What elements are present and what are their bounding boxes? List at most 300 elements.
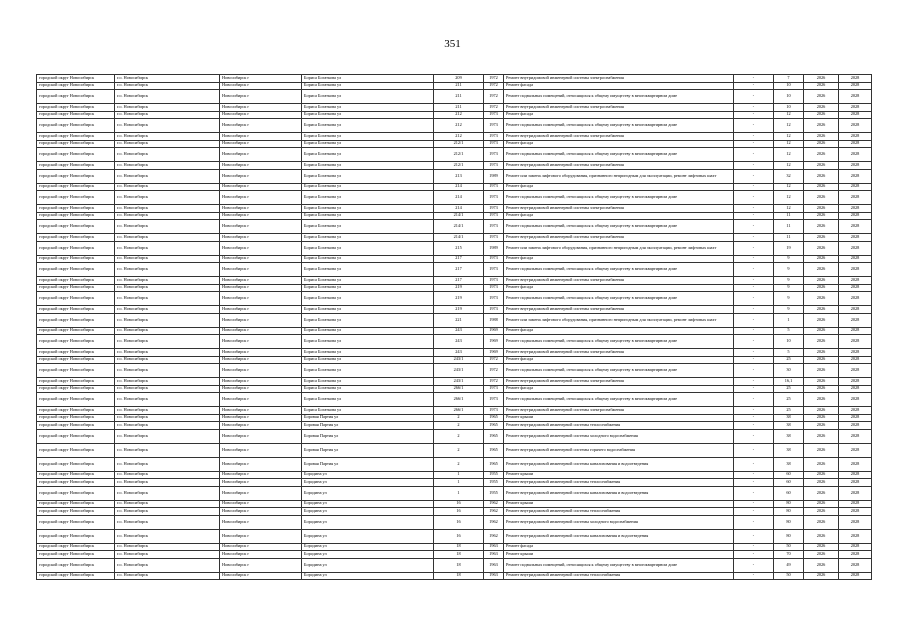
cell-street: Бориса Богаткова ул [302, 104, 434, 112]
cell-house: 18 [434, 543, 484, 551]
cell-cost: 12 [774, 140, 804, 148]
cell-street: Бориса Богаткова ул [302, 191, 434, 205]
cell-settlement: г.о. Новосибирск [115, 162, 220, 170]
table-row [37, 327, 872, 335]
cell-house: 2 [434, 414, 484, 422]
cell-start-year: 2026 [804, 515, 839, 529]
table-row [37, 263, 872, 277]
cell-end-year: 2028 [839, 414, 872, 422]
capital-repair-table [36, 74, 872, 580]
cell-year: 1973 [484, 277, 504, 285]
cell-misc: - [734, 148, 774, 162]
cell-settlement: г.о. Новосибирск [115, 234, 220, 242]
table-row [37, 169, 872, 183]
cell-work-type: Ремонт крыши [504, 471, 734, 479]
cell-settlement: г.о. Новосибирск [115, 306, 220, 314]
cell-street: Бородина ул [302, 479, 434, 487]
cell-start-year: 2026 [804, 162, 839, 170]
cell-misc: - [734, 471, 774, 479]
cell-district: городской округ Новосибирск [37, 572, 115, 580]
cell-work-type: Ремонт внутридомовой инженерной системы теплоснабжения [504, 479, 734, 487]
cell-cost: 50 [774, 572, 804, 580]
cell-locality: Новосибирск г [220, 277, 302, 285]
cell-house: 18 [434, 551, 484, 559]
cell-cost: 60 [774, 471, 804, 479]
cell-house: 212 [434, 111, 484, 119]
cell-locality: Новосибирск г [220, 543, 302, 551]
cell-district: городской округ Новосибирск [37, 529, 115, 543]
cell-year: 1969 [484, 335, 504, 349]
cell-locality: Новосибирск г [220, 457, 302, 471]
cell-misc: - [734, 292, 774, 306]
cell-house: 214 [434, 191, 484, 205]
cell-start-year: 2026 [804, 255, 839, 263]
cell-start-year: 2026 [804, 75, 839, 83]
cell-street: Бориса Богаткова ул [302, 140, 434, 148]
cell-locality: Новосибирск г [220, 263, 302, 277]
cell-cost: 5 [774, 349, 804, 357]
cell-district: городской округ Новосибирск [37, 543, 115, 551]
cell-district: городской округ Новосибирск [37, 284, 115, 292]
cell-street: Боровая Партия ул [302, 443, 434, 457]
cell-work-type: Ремонт фасада [504, 140, 734, 148]
cell-house: 243 [434, 335, 484, 349]
table-row [37, 183, 872, 191]
cell-end-year: 2028 [839, 486, 872, 500]
cell-end-year: 2028 [839, 234, 872, 242]
cell-cost: 80 [774, 508, 804, 516]
cell-year: 1973 [484, 393, 504, 407]
cell-district: городской округ Новосибирск [37, 393, 115, 407]
cell-misc: - [734, 263, 774, 277]
cell-house: 213 [434, 169, 484, 183]
cell-work-type: Ремонт подвальных помещений, относящихся к общему имуществу в многоквартирном доме [504, 393, 734, 407]
table-row [37, 422, 872, 430]
cell-street: Бориса Богаткова ул [302, 385, 434, 393]
cell-year: 1973 [484, 407, 504, 415]
cell-cost: 25 [774, 385, 804, 393]
cell-locality: Новосибирск г [220, 234, 302, 242]
cell-start-year: 2026 [804, 393, 839, 407]
cell-locality: Новосибирск г [220, 255, 302, 263]
cell-end-year: 2028 [839, 558, 872, 572]
cell-start-year: 2026 [804, 407, 839, 415]
cell-year: 1962 [484, 508, 504, 516]
cell-misc: - [734, 140, 774, 148]
cell-settlement: г.о. Новосибирск [115, 443, 220, 457]
cell-year: 1955 [484, 471, 504, 479]
cell-work-type: Ремонт внутридомовой инженерной системы электроснабжения [504, 75, 734, 83]
cell-street: Бородина ул [302, 471, 434, 479]
cell-locality: Новосибирск г [220, 364, 302, 378]
cell-start-year: 2026 [804, 169, 839, 183]
table-row [37, 111, 872, 119]
cell-cost: 12 [774, 119, 804, 133]
cell-year: 1962 [484, 529, 504, 543]
table-row [37, 572, 872, 580]
cell-cost: 38 [774, 422, 804, 430]
cell-house: 219 [434, 284, 484, 292]
cell-start-year: 2026 [804, 90, 839, 104]
cell-locality: Новосибирск г [220, 75, 302, 83]
cell-year: 1973 [484, 385, 504, 393]
cell-work-type: Ремонт внутридомовой инженерной системы электроснабжения [504, 277, 734, 285]
cell-misc: - [734, 277, 774, 285]
table-row [37, 277, 872, 285]
cell-end-year: 2028 [839, 457, 872, 471]
cell-house: 221 [434, 313, 484, 327]
cell-settlement: г.о. Новосибирск [115, 378, 220, 386]
cell-misc: - [734, 313, 774, 327]
cell-misc: - [734, 551, 774, 559]
cell-district: городской округ Новосибирск [37, 119, 115, 133]
cell-work-type: Ремонт внутридомовой инженерной системы электроснабжения [504, 162, 734, 170]
cell-end-year: 2028 [839, 119, 872, 133]
cell-district: городской округ Новосибирск [37, 515, 115, 529]
cell-settlement: г.о. Новосибирск [115, 140, 220, 148]
cell-start-year: 2026 [804, 212, 839, 220]
cell-start-year: 2026 [804, 349, 839, 357]
cell-street: Бородина ул [302, 486, 434, 500]
cell-start-year: 2026 [804, 234, 839, 242]
cell-cost: 19 [774, 241, 804, 255]
cell-street: Бородина ул [302, 529, 434, 543]
cell-cost: 38 [774, 443, 804, 457]
cell-year: 1973 [484, 162, 504, 170]
cell-district: городской округ Новосибирск [37, 457, 115, 471]
table-row [37, 515, 872, 529]
cell-locality: Новосибирск г [220, 356, 302, 364]
cell-misc: - [734, 284, 774, 292]
cell-end-year: 2028 [839, 572, 872, 580]
cell-work-type: Ремонт подвальных помещений, относящихся к общему имуществу в многоквартирном доме [504, 90, 734, 104]
cell-settlement: г.о. Новосибирск [115, 429, 220, 443]
cell-misc: - [734, 234, 774, 242]
cell-house: 219 [434, 306, 484, 314]
cell-start-year: 2026 [804, 241, 839, 255]
page-number: 351 [444, 38, 461, 50]
cell-year: 1963 [484, 551, 504, 559]
cell-settlement: г.о. Новосибирск [115, 471, 220, 479]
cell-locality: Новосибирск г [220, 292, 302, 306]
cell-settlement: г.о. Новосибирск [115, 515, 220, 529]
cell-cost: 16,1 [774, 378, 804, 386]
cell-start-year: 2026 [804, 133, 839, 141]
cell-district: городской округ Новосибирск [37, 220, 115, 234]
cell-street: Бориса Богаткова ул [302, 277, 434, 285]
cell-work-type: Ремонт внутридомовой инженерной системы канализования и водоотведения [504, 486, 734, 500]
cell-district: городской округ Новосибирск [37, 364, 115, 378]
cell-cost: 9 [774, 263, 804, 277]
cell-misc: - [734, 364, 774, 378]
table-row [37, 292, 872, 306]
cell-district: городской округ Новосибирск [37, 378, 115, 386]
cell-settlement: г.о. Новосибирск [115, 500, 220, 508]
cell-locality: Новосибирск г [220, 349, 302, 357]
cell-misc: - [734, 133, 774, 141]
cell-end-year: 2028 [839, 508, 872, 516]
cell-street: Бородина ул [302, 572, 434, 580]
cell-work-type: Ремонт фасада [504, 385, 734, 393]
cell-district: городской округ Новосибирск [37, 313, 115, 327]
cell-misc: - [734, 422, 774, 430]
cell-start-year: 2026 [804, 356, 839, 364]
cell-street: Бориса Богаткова ул [302, 306, 434, 314]
cell-district: городской округ Новосибирск [37, 140, 115, 148]
cell-start-year: 2026 [804, 422, 839, 430]
cell-year: 1973 [484, 306, 504, 314]
cell-year: 1973 [484, 234, 504, 242]
cell-house: 18 [434, 572, 484, 580]
cell-work-type: Ремонт или замена лифтового оборудования, признанного непригодным для эксплуатации, ремонт лифтовых шахт [504, 169, 734, 183]
cell-settlement: г.о. Новосибирск [115, 327, 220, 335]
cell-cost: 11 [774, 234, 804, 242]
cell-cost: 38 [774, 414, 804, 422]
cell-year: 1973 [484, 183, 504, 191]
cell-work-type: Ремонт подвальных помещений, относящихся к общему имуществу в многоквартирном доме [504, 292, 734, 306]
cell-end-year: 2028 [839, 241, 872, 255]
cell-street: Бориса Богаткова ул [302, 119, 434, 133]
cell-settlement: г.о. Новосибирск [115, 205, 220, 213]
cell-misc: - [734, 104, 774, 112]
cell-locality: Новосибирск г [220, 508, 302, 516]
cell-misc: - [734, 515, 774, 529]
cell-district: городской округ Новосибирск [37, 508, 115, 516]
cell-house: 266/1 [434, 393, 484, 407]
cell-work-type: Ремонт подвальных помещений, относящихся к общему имуществу в многоквартирном доме [504, 364, 734, 378]
cell-locality: Новосибирск г [220, 515, 302, 529]
cell-work-type: Ремонт крыши [504, 414, 734, 422]
cell-work-type: Ремонт или замена лифтового оборудования, признанного непригодным для эксплуатации, ремонт лифтовых шахт [504, 313, 734, 327]
cell-misc: - [734, 212, 774, 220]
cell-street: Бориса Богаткова ул [302, 313, 434, 327]
table-row [37, 385, 872, 393]
cell-street: Бориса Богаткова ул [302, 393, 434, 407]
cell-year: 1973 [484, 205, 504, 213]
cell-year: 1973 [484, 220, 504, 234]
cell-street: Бориса Богаткова ул [302, 169, 434, 183]
cell-cost: 11 [774, 220, 804, 234]
cell-locality: Новосибирск г [220, 111, 302, 119]
cell-end-year: 2028 [839, 255, 872, 263]
cell-settlement: г.о. Новосибирск [115, 457, 220, 471]
cell-street: Бориса Богаткова ул [302, 148, 434, 162]
cell-year: 1973 [484, 263, 504, 277]
cell-street: Боровая Партия ул [302, 422, 434, 430]
cell-year: 1972 [484, 75, 504, 83]
cell-cost: 80 [774, 515, 804, 529]
cell-start-year: 2026 [804, 183, 839, 191]
cell-cost: 10 [774, 82, 804, 90]
cell-misc: - [734, 162, 774, 170]
cell-cost: 9 [774, 306, 804, 314]
cell-year: 1973 [484, 133, 504, 141]
cell-start-year: 2026 [804, 385, 839, 393]
cell-settlement: г.о. Новосибирск [115, 551, 220, 559]
table-row [37, 500, 872, 508]
cell-end-year: 2028 [839, 306, 872, 314]
cell-street: Бориса Богаткова ул [302, 82, 434, 90]
cell-house: 217 [434, 277, 484, 285]
cell-house: 266/1 [434, 407, 484, 415]
table-row [37, 356, 872, 364]
cell-end-year: 2028 [839, 500, 872, 508]
cell-end-year: 2028 [839, 407, 872, 415]
cell-end-year: 2028 [839, 277, 872, 285]
cell-cost: 10 [774, 104, 804, 112]
cell-locality: Новосибирск г [220, 486, 302, 500]
table-row [37, 349, 872, 357]
cell-end-year: 2028 [839, 515, 872, 529]
cell-district: городской округ Новосибирск [37, 277, 115, 285]
cell-district: городской округ Новосибирск [37, 356, 115, 364]
cell-house: 2 [434, 429, 484, 443]
cell-year: 1965 [484, 422, 504, 430]
cell-start-year: 2026 [804, 277, 839, 285]
cell-locality: Новосибирск г [220, 572, 302, 580]
cell-cost: 70 [774, 551, 804, 559]
cell-locality: Новосибирск г [220, 148, 302, 162]
cell-street: Бориса Богаткова ул [302, 364, 434, 378]
cell-work-type: Ремонт внутридомовой инженерной системы электроснабжения [504, 205, 734, 213]
cell-house: 212/1 [434, 162, 484, 170]
cell-settlement: г.о. Новосибирск [115, 335, 220, 349]
cell-settlement: г.о. Новосибирск [115, 407, 220, 415]
cell-house: 2 [434, 457, 484, 471]
cell-year: 1988 [484, 313, 504, 327]
cell-cost: 12 [774, 205, 804, 213]
cell-year: 1969 [484, 327, 504, 335]
cell-house: 243 [434, 349, 484, 357]
cell-end-year: 2028 [839, 183, 872, 191]
table-row [37, 414, 872, 422]
cell-locality: Новосибирск г [220, 529, 302, 543]
cell-street: Бориса Богаткова ул [302, 263, 434, 277]
cell-locality: Новосибирск г [220, 385, 302, 393]
cell-street: Бориса Богаткова ул [302, 234, 434, 242]
cell-misc: - [734, 220, 774, 234]
cell-locality: Новосибирск г [220, 443, 302, 457]
cell-work-type: Ремонт внутридомовой инженерной системы теплоснабжения [504, 572, 734, 580]
cell-end-year: 2028 [839, 356, 872, 364]
table-row [37, 306, 872, 314]
cell-misc: - [734, 169, 774, 183]
cell-cost: 12 [774, 148, 804, 162]
cell-locality: Новосибирск г [220, 140, 302, 148]
cell-settlement: г.о. Новосибирск [115, 104, 220, 112]
cell-district: городской округ Новосибирск [37, 349, 115, 357]
cell-settlement: г.о. Новосибирск [115, 364, 220, 378]
cell-misc: - [734, 429, 774, 443]
cell-start-year: 2026 [804, 443, 839, 457]
cell-district: городской округ Новосибирск [37, 169, 115, 183]
cell-start-year: 2026 [804, 205, 839, 213]
cell-misc: - [734, 255, 774, 263]
cell-street: Боровая Партия ул [302, 414, 434, 422]
cell-settlement: г.о. Новосибирск [115, 529, 220, 543]
cell-locality: Новосибирск г [220, 104, 302, 112]
cell-settlement: г.о. Новосибирск [115, 90, 220, 104]
cell-start-year: 2026 [804, 306, 839, 314]
cell-end-year: 2028 [839, 220, 872, 234]
cell-street: Бориса Богаткова ул [302, 356, 434, 364]
cell-street: Бородина ул [302, 551, 434, 559]
cell-end-year: 2028 [839, 162, 872, 170]
table-row [37, 241, 872, 255]
cell-misc: - [734, 414, 774, 422]
cell-district: городской округ Новосибирск [37, 75, 115, 83]
cell-end-year: 2028 [839, 335, 872, 349]
cell-settlement: г.о. Новосибирск [115, 220, 220, 234]
cell-locality: Новосибирск г [220, 82, 302, 90]
cell-locality: Новосибирск г [220, 407, 302, 415]
cell-misc: - [734, 75, 774, 83]
cell-house: 214/1 [434, 212, 484, 220]
cell-end-year: 2028 [839, 191, 872, 205]
cell-end-year: 2028 [839, 378, 872, 386]
cell-settlement: г.о. Новосибирск [115, 284, 220, 292]
cell-locality: Новосибирск г [220, 241, 302, 255]
cell-locality: Новосибирск г [220, 212, 302, 220]
cell-settlement: г.о. Новосибирск [115, 255, 220, 263]
cell-street: Бородина ул [302, 515, 434, 529]
cell-start-year: 2026 [804, 551, 839, 559]
cell-year: 1969 [484, 349, 504, 357]
cell-cost: 7 [774, 75, 804, 83]
cell-start-year: 2026 [804, 529, 839, 543]
cell-end-year: 2028 [839, 429, 872, 443]
cell-work-type: Ремонт подвальных помещений, относящихся к общему имуществу в многоквартирном доме [504, 335, 734, 349]
table-row [37, 393, 872, 407]
cell-cost: 1 [774, 313, 804, 327]
table-row [37, 457, 872, 471]
cell-work-type: Ремонт подвальных помещений, относящихся к общему имуществу в многоквартирном доме [504, 558, 734, 572]
cell-start-year: 2026 [804, 572, 839, 580]
cell-work-type: Ремонт внутридомовой инженерной системы горячего водоснабжения [504, 443, 734, 457]
table-row [37, 212, 872, 220]
cell-house: 1 [434, 479, 484, 487]
cell-work-type: Ремонт фасада [504, 356, 734, 364]
cell-district: городской округ Новосибирск [37, 306, 115, 314]
cell-start-year: 2026 [804, 543, 839, 551]
cell-year: 1965 [484, 429, 504, 443]
cell-street: Бориса Богаткова ул [302, 292, 434, 306]
cell-locality: Новосибирск г [220, 558, 302, 572]
cell-end-year: 2028 [839, 385, 872, 393]
cell-work-type: Ремонт внутридомовой инженерной системы электроснабжения [504, 104, 734, 112]
cell-year: 1989 [484, 241, 504, 255]
cell-settlement: г.о. Новосибирск [115, 169, 220, 183]
cell-start-year: 2026 [804, 471, 839, 479]
table-row [37, 148, 872, 162]
cell-house: 214/1 [434, 220, 484, 234]
cell-year: 1963 [484, 543, 504, 551]
cell-settlement: г.о. Новосибирск [115, 486, 220, 500]
cell-misc: - [734, 407, 774, 415]
cell-district: городской округ Новосибирск [37, 479, 115, 487]
cell-misc: - [734, 572, 774, 580]
cell-district: городской округ Новосибирск [37, 255, 115, 263]
cell-year: 1973 [484, 191, 504, 205]
cell-end-year: 2028 [839, 313, 872, 327]
cell-house: 16 [434, 508, 484, 516]
cell-end-year: 2028 [839, 543, 872, 551]
table-row [37, 378, 872, 386]
cell-end-year: 2028 [839, 140, 872, 148]
cell-settlement: г.о. Новосибирск [115, 393, 220, 407]
cell-work-type: Ремонт внутридомовой инженерной системы электроснабжения [504, 378, 734, 386]
table-row [37, 479, 872, 487]
